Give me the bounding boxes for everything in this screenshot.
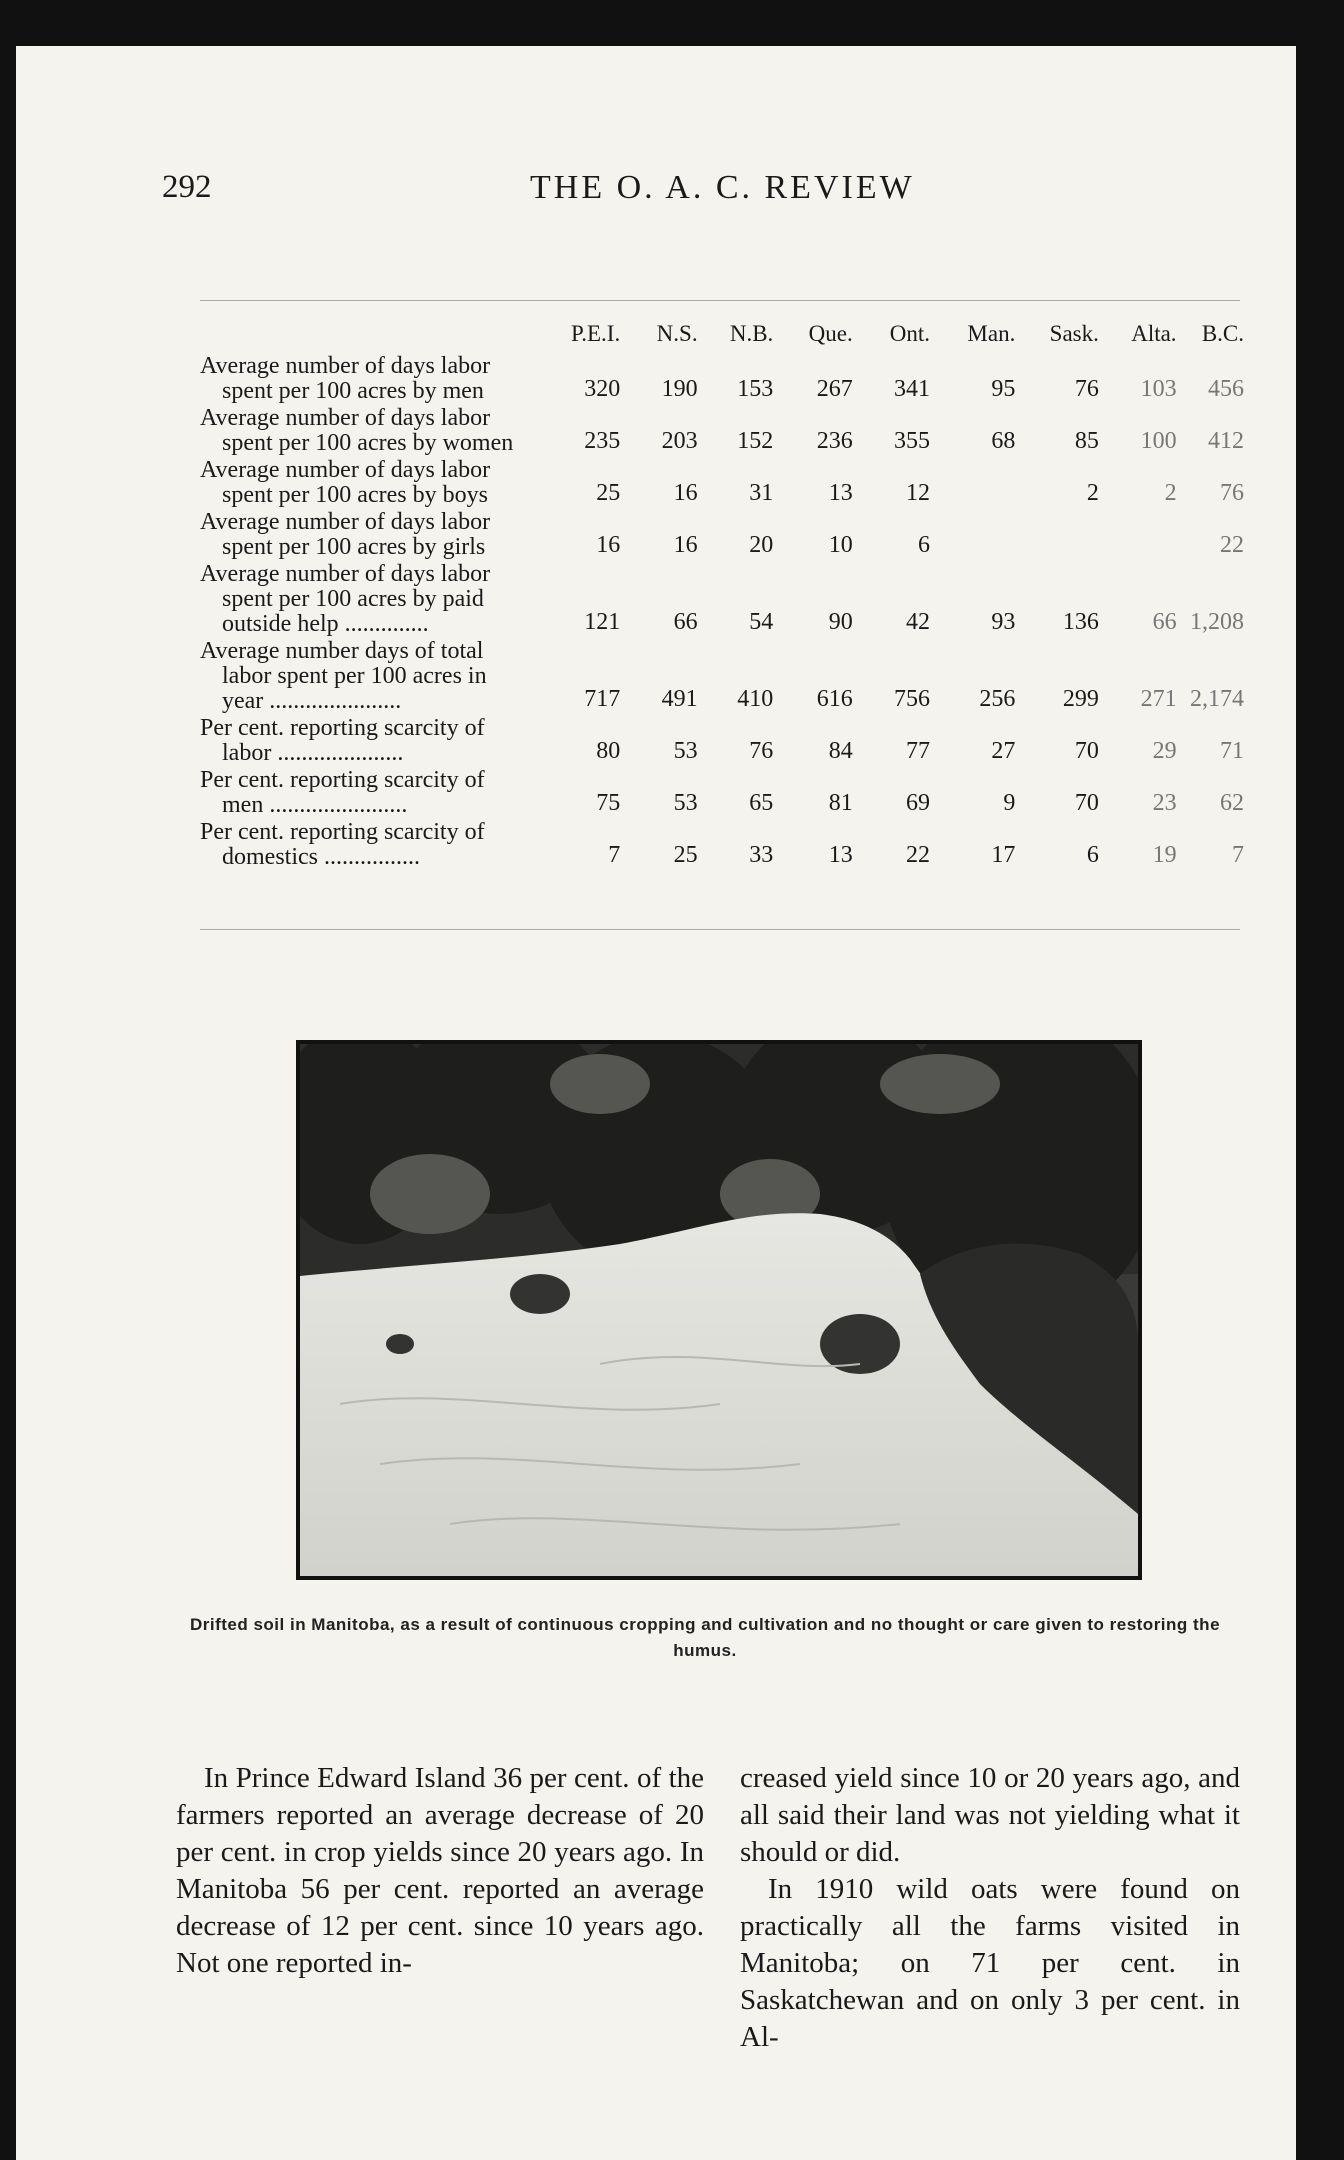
table-cell: 320 <box>584 376 621 402</box>
table-cell: 16 <box>673 480 698 506</box>
table-row <box>200 639 1250 716</box>
table-cell: 6 <box>918 532 931 558</box>
table-cell: 84 <box>828 738 853 764</box>
table-row <box>200 716 1250 768</box>
journal-title: THE O. A. C. REVIEW <box>530 169 915 206</box>
table-cell: 2,174 <box>1190 686 1244 712</box>
col-alta: Alta. <box>1131 321 1177 346</box>
table-cell: 267 <box>816 376 853 402</box>
table-cell: 68 <box>991 428 1016 454</box>
table-cell: 9 <box>1003 790 1016 816</box>
table-cell: 2 <box>1164 480 1177 506</box>
table-cell: 70 <box>1074 738 1099 764</box>
table-cell: 190 <box>661 376 698 402</box>
table-cell: 76 <box>1074 376 1099 402</box>
drifted-soil-photo <box>296 1040 1142 1580</box>
row-label <box>200 639 567 716</box>
col-bc: B.C. <box>1201 321 1244 346</box>
table-cell: 33 <box>749 842 774 868</box>
row-label-line: Average number of days labor <box>200 457 491 483</box>
table-cell: 491 <box>661 686 698 712</box>
table-cell: 6 <box>1086 842 1099 868</box>
col-ns: N.S. <box>656 321 698 346</box>
photo-illustration <box>300 1044 1138 1576</box>
table-cell: 22 <box>1220 532 1244 558</box>
row-label-line: spent per 100 acres by paid <box>222 586 484 612</box>
row-label-line: Average number of days labor <box>200 353 491 379</box>
table-cell: 103 <box>1140 376 1177 402</box>
table-cell <box>1021 510 1105 562</box>
table-cell: 299 <box>1062 686 1099 712</box>
table-cell: 93 <box>991 609 1016 635</box>
table-cell: 27 <box>991 738 1016 764</box>
table-bottom-rule <box>200 929 1240 930</box>
row-label-line: Average number of days labor <box>200 405 491 431</box>
table-cell: 85 <box>1074 428 1099 454</box>
table-cell <box>936 458 1021 510</box>
table-cell <box>1105 510 1183 562</box>
table-cell: 121 <box>584 609 621 635</box>
table-cell: 16 <box>673 532 698 558</box>
table-cell: 16 <box>596 532 621 558</box>
table-cell: 77 <box>906 738 931 764</box>
table-cell: 2 <box>1086 480 1099 506</box>
table-cell: 756 <box>894 686 931 712</box>
table-cell: 20 <box>749 532 774 558</box>
table-cell: 12 <box>906 480 931 506</box>
body-column-right <box>740 1760 1240 2056</box>
table-cell: 95 <box>991 376 1016 402</box>
col-ont: Ont. <box>889 321 931 346</box>
row-label <box>200 768 567 820</box>
table-header-blank <box>200 318 567 354</box>
col-sask: Sask. <box>1049 321 1099 346</box>
table-cell: 153 <box>737 376 774 402</box>
table-cell: 76 <box>749 738 774 764</box>
table-cell: 22 <box>906 842 931 868</box>
figure-caption: Drifted soil in Manitoba, as a result of continuous cropping and cultivation and no thought or care given to restoring the humus. <box>189 1615 1221 1660</box>
row-label-line: Per cent. reporting scarcity of <box>200 715 485 741</box>
table-cell: 7 <box>1232 842 1244 868</box>
table-cell: 25 <box>673 842 698 868</box>
table-cell: 341 <box>894 376 931 402</box>
row-label-line: Per cent. reporting scarcity of <box>200 819 485 845</box>
table-row <box>200 354 1250 406</box>
table-cell: 66 <box>673 609 698 635</box>
table-cell: 136 <box>1062 609 1099 635</box>
table-row <box>200 562 1250 639</box>
row-label <box>200 510 567 562</box>
table-row <box>200 510 1250 562</box>
table-cell: 31 <box>749 480 774 506</box>
row-label-line: Average number of days labor <box>200 509 491 535</box>
table-cell: 13 <box>828 480 853 506</box>
table-cell: 13 <box>828 842 853 868</box>
table-cell: 23 <box>1152 790 1177 816</box>
table-cell: 53 <box>673 790 698 816</box>
row-label <box>200 406 567 458</box>
row-label <box>200 716 567 768</box>
row-label-line: spent per 100 acres by men <box>222 378 484 404</box>
col-pei: P.E.I. <box>571 321 621 346</box>
col-man: Man. <box>967 321 1016 346</box>
table-cell: 70 <box>1074 790 1099 816</box>
paragraph: In Prince Edward Island 36 per cent. of the farmers reported an average decrease of 20 per cent. in crop yields since 20 years ago. In Manitoba 56 per cent. reported an average decrease of 12 per cent. since 10 years ago. Not one reported in- <box>176 1762 704 1979</box>
table-row <box>200 406 1250 458</box>
table-cell: 54 <box>749 609 774 635</box>
table-cell: 616 <box>816 686 853 712</box>
table-cell: 80 <box>596 738 621 764</box>
row-label-line: year ...................... <box>222 688 402 714</box>
body-column-left <box>176 1760 704 1982</box>
table-cell: 62 <box>1220 790 1244 816</box>
table-cell: 69 <box>906 790 931 816</box>
table-cell: 90 <box>828 609 853 635</box>
table-cell: 235 <box>584 428 621 454</box>
table-cell: 66 <box>1152 609 1177 635</box>
table-cell: 65 <box>749 790 774 816</box>
table-row <box>200 820 1250 872</box>
row-label <box>200 458 567 510</box>
row-label-line: Per cent. reporting scarcity of <box>200 767 485 793</box>
table-cell: 53 <box>673 738 698 764</box>
table-cell: 29 <box>1152 738 1177 764</box>
table-cell: 271 <box>1140 686 1177 712</box>
row-label-line: spent per 100 acres by women <box>222 430 514 456</box>
table-cell: 152 <box>737 428 774 454</box>
table-cell: 10 <box>828 532 853 558</box>
table-cell: 256 <box>979 686 1016 712</box>
row-label-line: Average number of days labor <box>200 561 491 587</box>
table-cell: 71 <box>1220 738 1244 764</box>
table-cell: 456 <box>1208 376 1244 402</box>
table-cell: 42 <box>906 609 931 635</box>
table-cell: 203 <box>661 428 698 454</box>
paragraph: creased yield since 10 or 20 years ago, and all said their land was not yielding what it should or did. <box>740 1762 1240 1868</box>
labor-statistics-table <box>200 318 1250 872</box>
table-cell: 76 <box>1220 480 1244 506</box>
table-cell: 717 <box>584 686 621 712</box>
col-nb: N.B. <box>729 321 774 346</box>
table-cell: 410 <box>737 686 774 712</box>
table-cell: 25 <box>596 480 621 506</box>
row-label <box>200 820 567 872</box>
table-cell: 81 <box>828 790 853 816</box>
row-label-line: spent per 100 acres by girls <box>222 534 486 560</box>
table-cell: 1,208 <box>1190 609 1244 635</box>
row-label-line: Average number days of total <box>200 638 484 664</box>
table-cell: 7 <box>608 842 621 868</box>
row-label <box>200 354 567 406</box>
table-top-rule <box>200 300 1240 301</box>
row-label-line: outside help .............. <box>222 611 429 637</box>
table-cell <box>936 510 1021 562</box>
table-cell: 75 <box>596 790 621 816</box>
col-que: Que. <box>808 321 853 346</box>
table-cell: 19 <box>1152 842 1177 868</box>
table-cell: 412 <box>1208 428 1244 454</box>
table-cell: 100 <box>1140 428 1177 454</box>
page-number: 292 <box>162 169 212 205</box>
table-cell: 236 <box>816 428 853 454</box>
row-label-line: labor spent per 100 acres in <box>222 663 487 689</box>
row-label-line: spent per 100 acres by boys <box>222 482 488 508</box>
table-row <box>200 768 1250 820</box>
table-cell: 17 <box>991 842 1016 868</box>
row-label-line: domestics ................ <box>222 844 420 870</box>
paragraph: In 1910 wild oats were found on practically all the farms visited in Manitoba; on 71 per cent. in Saskatchewan and on only 3 per cent. in Al- <box>740 1873 1240 2053</box>
table-cell: 355 <box>894 428 931 454</box>
table-header-row <box>200 318 1250 354</box>
row-label <box>200 562 567 639</box>
row-label-line: men ....................... <box>222 792 408 818</box>
table-row <box>200 458 1250 510</box>
row-label-line: labor ..................... <box>222 740 404 766</box>
